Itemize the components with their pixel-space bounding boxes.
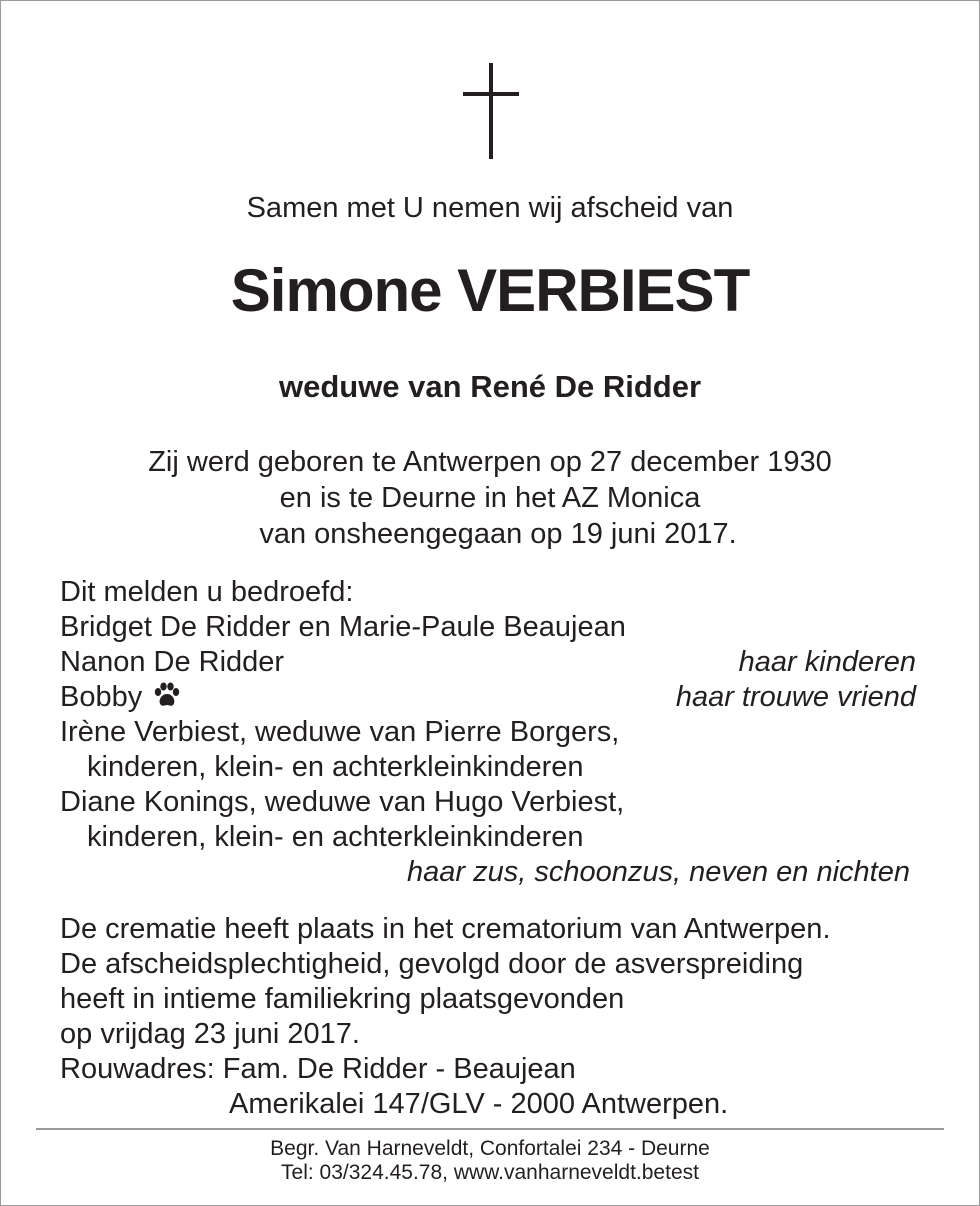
bio-block [0, 444, 980, 552]
address-line: Amerikalei 147/GLV - 2000 Antwerpen. [229, 1088, 729, 1120]
ceremony-line: De crematie heeft plaats in het crematorium van Antwerpen. [60, 913, 831, 945]
mourners-heading: Dit melden u bedroefd: [60, 576, 354, 608]
relation-label: haar trouwe vriend [675, 681, 916, 713]
mourner-name: Irène Verbiest, weduwe van Pierre Borgers, [60, 716, 620, 748]
ceremony-line: De afscheidsplechtigheid, gevolgd door de asverspreiding [60, 948, 804, 980]
deceased-name: Simone VERBIEST [230, 257, 750, 324]
cross-icon [463, 63, 519, 159]
mourner-name: Nanon De Ridder [60, 646, 285, 678]
list-item [60, 785, 920, 820]
bio-line: en is te Deurne in het AZ Monica [279, 482, 701, 514]
mourner-name: kinderen, klein- en achterkleinkinderen [87, 751, 584, 783]
undertaker-address: Begr. Van Harneveldt, Confortalei 234 - Deurne [270, 1137, 710, 1160]
list-item [60, 715, 920, 750]
footer-divider [36, 1128, 944, 1130]
bio-line: van onsheengegaan op 19 juni 2017. [259, 518, 737, 550]
bio-line: Zij werd geboren te Antwerpen op 27 december 1930 [148, 446, 832, 478]
mourner-name: Bridget De Ridder en Marie-Paule Beaujean [60, 611, 626, 643]
list-item [60, 750, 920, 785]
list-item [60, 610, 920, 645]
mourner-name: kinderen, klein- en achterkleinkinderen [87, 821, 584, 853]
list-item [60, 855, 920, 890]
paw-icon [152, 682, 182, 708]
address-label: Rouwadres: Fam. De Ridder - Beaujean [60, 1053, 576, 1085]
mourner-name: Bobby [60, 681, 143, 713]
ceremony-info [60, 912, 831, 1122]
undertaker-contact: Tel: 03/324.45.78, www.vanharneveldt.betest [281, 1161, 699, 1184]
mourner-name: Diane Konings, weduwe van Hugo Verbiest, [60, 786, 625, 818]
mourners-list [60, 575, 920, 890]
ceremony-line: heeft in intieme familiekring plaatsgevonden [60, 983, 625, 1015]
list-item [60, 645, 920, 680]
relation-label: haar zus, schoonzus, neven en nichten [407, 856, 910, 888]
list-item [60, 820, 920, 855]
intro-text: Samen met U nemen wij afscheid van [246, 192, 734, 224]
list-item [60, 680, 920, 715]
ceremony-line: op vrijdag 23 juni 2017. [60, 1018, 360, 1050]
footer [0, 1137, 980, 1185]
widow-of-text: weduwe van René De Ridder [278, 369, 702, 404]
relation-label: haar kinderen [738, 646, 916, 678]
